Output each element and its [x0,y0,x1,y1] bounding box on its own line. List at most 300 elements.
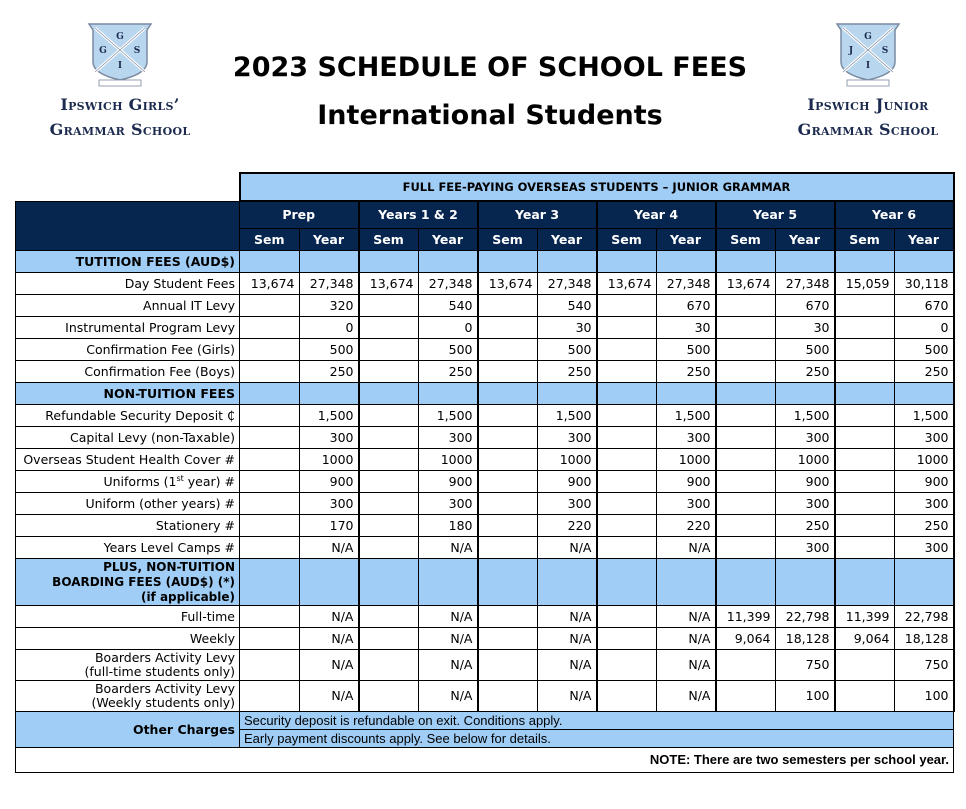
fee-value: 1,500 [537,405,597,427]
ipswich-girls-grammar-logo [20,22,220,140]
fee-value: N/A [656,537,716,559]
fee-value [716,361,776,383]
school-name-line1: Ipswich Junior [807,95,929,114]
fee-value: N/A [299,606,359,628]
fee-label: Weekly [16,628,240,650]
fee-value: 300 [418,493,478,515]
fee-value [359,681,419,712]
fee-value [597,317,657,339]
fee-label-line: Boarders Activity Levy [94,650,235,665]
page-subtitle: International Students [317,100,663,131]
section-blank-cell [478,559,538,606]
fee-value [478,628,538,650]
fee-value: 27,348 [299,273,359,295]
fee-row [16,537,954,559]
fee-row [16,361,954,383]
fee-value: 670 [775,295,835,317]
fee-value: 18,128 [894,628,954,650]
fee-value: 27,348 [418,273,478,295]
fee-value: 0 [894,317,954,339]
fee-value [359,515,419,537]
fee-value: 30 [537,317,597,339]
section-blank-cell [537,383,597,405]
fee-label: Confirmation Fee (Boys) [16,361,240,383]
group-header: Year 5 [716,201,835,229]
fee-value: 1000 [537,449,597,471]
other-charges-label: Other Charges [16,712,240,748]
fee-value [716,405,776,427]
school-name-line2: Grammar School [49,120,191,139]
fee-value [240,650,300,681]
fee-value: 220 [537,515,597,537]
fee-value: N/A [656,681,716,712]
fee-value [240,628,300,650]
svg-text:S: S [881,46,889,56]
section-header: TUTITION FEES (AUD$) [16,251,240,273]
fee-value [478,405,538,427]
fee-value [835,681,895,712]
fee-value [835,339,895,361]
fee-value [240,361,300,383]
fee-value: 170 [299,515,359,537]
corner-cell [16,201,240,251]
section-blank-cell [537,251,597,273]
fee-value: 1000 [656,449,716,471]
section-blank-cell [478,251,538,273]
section-header-line: BOARDING FEES (AUD$) (*) [52,574,235,589]
fee-value: 1,500 [656,405,716,427]
fee-value [597,427,657,449]
svg-text:I: I [117,61,123,71]
fee-value [597,515,657,537]
fee-label: Uniform (other years) # [16,493,240,515]
svg-text:I: I [865,61,871,71]
fee-value [478,361,538,383]
fee-value [240,681,300,712]
fee-row [16,628,954,650]
fee-row [16,515,954,537]
svg-text:S: S [133,46,141,56]
fee-value [240,295,300,317]
school-name-line2: Grammar School [797,120,939,139]
other-charges-row [16,712,954,730]
fee-value: 22,798 [894,606,954,628]
fee-value: 0 [299,317,359,339]
fee-value: 900 [894,471,954,493]
sub-header: Year [656,229,716,251]
section-blank-cell [894,251,954,273]
fee-value [478,650,538,681]
fee-label [16,471,240,493]
fee-value: 300 [299,427,359,449]
fee-value [835,650,895,681]
fee-value: 13,674 [597,273,657,295]
fee-value: 250 [299,361,359,383]
fee-value: 300 [418,427,478,449]
fee-value [359,493,419,515]
fee-value [716,427,776,449]
fee-value: 15,059 [835,273,895,295]
fee-value [478,515,538,537]
fee-value: 1000 [418,449,478,471]
fee-value [835,493,895,515]
non-tuition-section-header [16,383,954,405]
fee-value [240,515,300,537]
fee-value: 250 [775,515,835,537]
fee-value: 750 [775,650,835,681]
fee-value: 750 [894,650,954,681]
section-blank-cell [418,559,478,606]
fee-value [240,317,300,339]
fee-label-superscript: st [176,473,184,483]
fee-value: 18,128 [775,628,835,650]
fee-value [359,449,419,471]
fee-value: 1000 [894,449,954,471]
fee-value: 500 [418,339,478,361]
section-blank-cell [418,251,478,273]
fee-value [359,606,419,628]
fee-value: N/A [656,650,716,681]
sub-header: Sem [240,229,300,251]
fee-value [835,515,895,537]
fee-value [240,537,300,559]
svg-text:G: G [864,32,872,42]
fee-value: 900 [418,471,478,493]
boarding-section-header [16,559,954,606]
section-blank-cell [716,559,776,606]
fee-value: 500 [775,339,835,361]
section-blank-cell [359,559,419,606]
fee-value: 900 [537,471,597,493]
fee-label: Day Student Fees [16,273,240,295]
fee-value: 300 [894,537,954,559]
fee-value: 500 [537,339,597,361]
section-header-line: (if applicable) [140,589,235,604]
fee-value [478,295,538,317]
fee-row [16,650,954,681]
fee-value [240,606,300,628]
fee-label: Confirmation Fee (Girls) [16,339,240,361]
section-blank-cell [359,383,419,405]
fee-value [597,449,657,471]
fee-label: Instrumental Program Levy [16,317,240,339]
fee-label: Full-time [16,606,240,628]
section-blank-cell [835,559,895,606]
section-blank-cell [656,251,716,273]
fee-label-line: Boarders Activity Levy [94,681,235,696]
fee-value: N/A [418,606,478,628]
sub-header: Year [299,229,359,251]
fee-value [597,493,657,515]
svg-text:G: G [99,46,107,56]
fee-row [16,273,954,295]
fee-row [16,317,954,339]
sub-header: Year [537,229,597,251]
section-blank-cell [775,559,835,606]
fee-value: 250 [775,361,835,383]
section-blank-cell [478,383,538,405]
footnote-row [16,748,954,773]
section-blank-cell [299,559,359,606]
fee-value [716,537,776,559]
fee-value [359,405,419,427]
other-charges-note: Security deposit is refundable on exit. Conditions apply. [240,712,954,730]
fee-value [835,405,895,427]
fee-value: 27,348 [656,273,716,295]
fee-value [597,606,657,628]
fee-value: 22,798 [775,606,835,628]
section-blank-cell [240,383,300,405]
group-header: Year 3 [478,201,597,229]
fee-label [16,650,240,681]
fee-value: 300 [537,493,597,515]
fee-label: Years Level Camps # [16,537,240,559]
fee-value: N/A [537,606,597,628]
crest-icon [835,22,901,90]
fee-value: 300 [775,427,835,449]
fee-label-text: Uniforms (1 [103,473,177,489]
fee-label-text: year) # [183,473,235,489]
fee-value [478,493,538,515]
fee-value [835,317,895,339]
section-header-line: PLUS, NON-TUITION [103,559,235,574]
fee-value [240,471,300,493]
fee-value [597,537,657,559]
fee-value [835,537,895,559]
fee-value: 250 [537,361,597,383]
fee-value: 900 [775,471,835,493]
fee-value: 540 [418,295,478,317]
fee-label-line: (Weekly students only) [91,695,235,710]
fee-value: 250 [894,361,954,383]
fee-value [240,493,300,515]
fee-value: 30 [775,317,835,339]
section-blank-cell [597,251,657,273]
fee-value: 900 [656,471,716,493]
fee-value [716,339,776,361]
fee-value: 9,064 [716,628,776,650]
fee-value [716,493,776,515]
fee-value: 300 [299,493,359,515]
group-header: Year 6 [835,201,954,229]
fee-value [359,361,419,383]
fee-row [16,339,954,361]
fee-value [597,405,657,427]
fee-value: 30,118 [894,273,954,295]
fee-value [478,339,538,361]
fee-row [16,471,954,493]
fee-row [16,449,954,471]
fee-value [478,427,538,449]
fee-value: 670 [656,295,716,317]
group-header: Year 4 [597,201,716,229]
ipswich-junior-grammar-logo [770,22,966,140]
fee-value [478,681,538,712]
fee-value [359,339,419,361]
fee-value [359,295,419,317]
fee-value: 670 [894,295,954,317]
fee-value [478,471,538,493]
fee-value [478,606,538,628]
fee-value: N/A [299,537,359,559]
fee-value [359,427,419,449]
section-header [16,559,240,606]
section-blank-cell [716,383,776,405]
section-blank-cell [299,251,359,273]
sub-header: Sem [478,229,538,251]
fee-value [478,537,538,559]
semester-footnote: NOTE: There are two semesters per school year. [16,748,954,773]
fee-value: N/A [537,628,597,650]
page-title: 2023 SCHEDULE OF SCHOOL FEES [232,52,748,83]
fee-value [478,317,538,339]
fee-row [16,405,954,427]
section-blank-cell [894,559,954,606]
fee-value: 30 [656,317,716,339]
section-blank-cell [775,383,835,405]
fee-value: 27,348 [537,273,597,295]
section-blank-cell [835,251,895,273]
other-charges-note: Early payment discounts apply. See below for details. [240,730,954,748]
group-header: Prep [240,201,359,229]
fee-value [597,339,657,361]
fee-value [835,449,895,471]
fee-value [716,650,776,681]
fee-value: N/A [418,681,478,712]
section-blank-cell [656,383,716,405]
fee-value [835,361,895,383]
fee-value: N/A [656,606,716,628]
fee-value [359,650,419,681]
fee-value [716,449,776,471]
section-blank-cell [240,251,300,273]
fee-value [597,628,657,650]
banner-row [16,173,954,201]
fee-value [597,681,657,712]
fee-value: 9,064 [835,628,895,650]
fee-value: N/A [537,537,597,559]
fee-value: 100 [775,681,835,712]
fee-value: 27,348 [775,273,835,295]
fee-value: 1000 [299,449,359,471]
fee-value: N/A [299,650,359,681]
school-name-line1: Ipswich Girls’ [60,95,180,114]
fee-value [716,515,776,537]
fee-value [597,361,657,383]
section-blank-cell [716,251,776,273]
fee-value [359,317,419,339]
fee-value: 250 [418,361,478,383]
fee-value [478,449,538,471]
fee-value [716,317,776,339]
sub-header: Sem [359,229,419,251]
fee-value: N/A [418,628,478,650]
fee-value: 900 [299,471,359,493]
fee-value: 220 [656,515,716,537]
fee-label: Overseas Student Health Cover # [16,449,240,471]
section-header: NON-TUITION FEES [16,383,240,405]
fee-value: 300 [775,537,835,559]
fee-value: 13,674 [240,273,300,295]
fee-row [16,606,954,628]
section-blank-cell [418,383,478,405]
fees-table [15,172,955,773]
fee-value [835,295,895,317]
fee-row [16,295,954,317]
fee-value: 300 [894,493,954,515]
fee-value: 13,674 [359,273,419,295]
fee-label: Capital Levy (non-Taxable) [16,427,240,449]
fee-value [359,537,419,559]
fee-value: 500 [656,339,716,361]
fee-value [597,295,657,317]
fee-value: N/A [299,628,359,650]
fee-value: 500 [894,339,954,361]
tuition-section-header [16,251,954,273]
section-blank-cell [775,251,835,273]
section-blank-cell [597,559,657,606]
sub-header: Year [775,229,835,251]
sub-header: Sem [716,229,776,251]
section-blank-cell [359,251,419,273]
group-header-row [16,201,954,229]
fee-value: 100 [894,681,954,712]
fee-value [716,471,776,493]
fee-label-line: (full-time students only) [84,664,235,679]
fee-value: 1,500 [299,405,359,427]
crest-icon [87,22,153,90]
section-blank-cell [299,383,359,405]
fee-value: 300 [775,493,835,515]
section-blank-cell [537,559,597,606]
fee-value: N/A [537,681,597,712]
fee-value [597,650,657,681]
fee-value [240,449,300,471]
fee-row [16,427,954,449]
fee-value: 13,674 [478,273,538,295]
fee-value: 11,399 [716,606,776,628]
fee-value [835,427,895,449]
section-blank-cell [597,383,657,405]
fee-value: N/A [418,537,478,559]
fee-value [716,295,776,317]
fee-value [597,471,657,493]
fee-value: N/A [537,650,597,681]
fee-value [240,427,300,449]
fee-value: 300 [894,427,954,449]
fee-value: N/A [656,628,716,650]
section-blank-cell [656,559,716,606]
fee-value: 250 [894,515,954,537]
fee-value: 180 [418,515,478,537]
fee-value: 300 [656,427,716,449]
section-blank-cell [835,383,895,405]
section-blank-cell [894,383,954,405]
blank-cell [16,173,240,201]
fee-label [16,681,240,712]
fee-value [240,405,300,427]
svg-text:G: G [116,32,124,42]
fee-value [359,471,419,493]
fee-value: 1000 [775,449,835,471]
fee-value: N/A [418,650,478,681]
sub-header: Year [894,229,954,251]
fee-value: 250 [656,361,716,383]
sub-header: Sem [597,229,657,251]
svg-text:J: J [848,46,854,56]
fee-value: 300 [656,493,716,515]
fee-value: 1,500 [418,405,478,427]
